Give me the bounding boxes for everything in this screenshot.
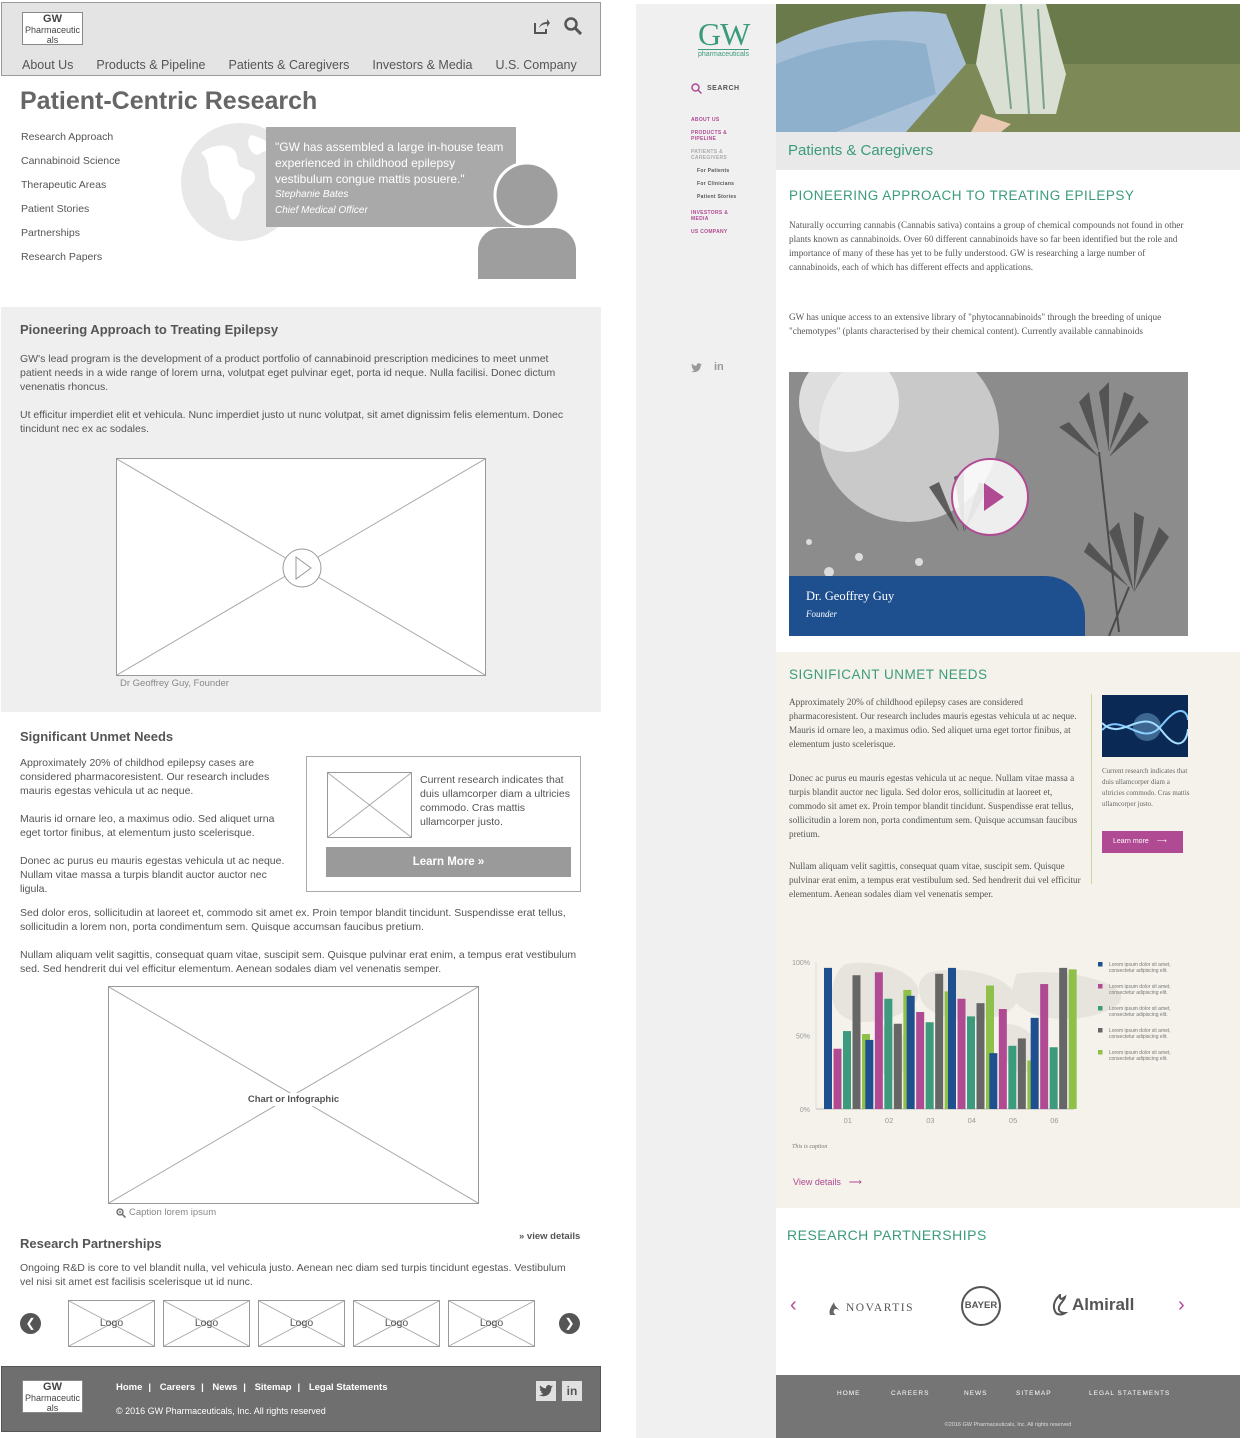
quote-author: Stephanie Bates <box>275 189 349 200</box>
partner-almirall-label: Almirall <box>1072 1295 1135 1314</box>
carousel-prev-icon[interactable]: ‹ <box>790 1294 797 1316</box>
sidebar-item-therapeutic-areas[interactable]: Therapeutic Areas <box>21 179 107 191</box>
sidebar-item-cannabinoid-science[interactable]: Cannabinoid Science <box>21 155 121 167</box>
chart-placeholder <box>108 986 479 1204</box>
chart-bar <box>1040 984 1048 1109</box>
callout-text: Current research indicates that duis ullamcorper diam a ultricies commodo. Cras mattis ullamcorper justo. <box>420 774 570 828</box>
design-logo-sub: pharmaceuticals <box>698 51 749 58</box>
nav-patients-caregivers[interactable]: Patients & Caregivers <box>228 58 350 72</box>
design-unmet-paragraph-3: Nullam aliquam velit sagittis, consequat quam vitae, suscipit sem. Quisque pulvinar erat enim, a tempus erat vestibulum sed. Sed hendrerit dui vel efficitur elementum. Aenean sodales diam vel venenatis semper. <box>789 861 1081 899</box>
wire-footer-social <box>536 1381 582 1401</box>
wire-logo-line3: als <box>46 35 59 45</box>
nav-us-company[interactable]: U.S. Company <box>495 58 577 72</box>
page-band <box>776 132 1240 170</box>
zoom-icon[interactable] <box>116 1208 126 1218</box>
chart-bar <box>1050 1047 1058 1109</box>
almirall-mark-icon <box>1051 1294 1069 1316</box>
footer-separator: | <box>297 1382 301 1393</box>
chart-bar <box>989 1053 997 1109</box>
partner-novartis-label: NOVARTIS <box>846 1302 914 1314</box>
footer-separator: | <box>148 1382 152 1393</box>
partner-logo[interactable] <box>258 1300 345 1347</box>
design-menu <box>691 117 737 242</box>
wire-footer-copyright: © 2016 GW Pharmaceuticals, Inc. All rights reserved <box>116 1406 326 1416</box>
menu-sub-for-clinicians[interactable]: For Clinicians <box>697 181 735 187</box>
quote-text: "GW has assembled a large in-house team experienced in childhood epilepsy vestibulum congue mattis posuere." <box>275 140 504 186</box>
chart-legend-label: Lorem ipsum dolor sit amet, consectetur adipiscing elit. <box>1109 1028 1171 1040</box>
chart-bar <box>926 1022 934 1109</box>
footer-separator: | <box>201 1382 204 1393</box>
chart-legend-swatch <box>1098 1050 1103 1055</box>
arrow-right-icon: ⟶ <box>1156 838 1167 845</box>
footer-link-home[interactable]: Home <box>116 1382 143 1393</box>
design-title-partnerships: RESEARCH PARTNERSHIPS <box>787 1227 987 1243</box>
unmet-paragraph-2: Mauris id ornare leo, a maximus odio. Sed aliquet urna eget tortor finibus, at elementum justo scelerisque. <box>20 813 275 839</box>
band-title: Patients & Caregivers <box>788 142 934 159</box>
chart-bar <box>865 1040 873 1109</box>
callout-image-placeholder <box>327 772 412 838</box>
search-icon[interactable] <box>564 17 582 35</box>
footer-separator: | <box>243 1382 246 1393</box>
dna-thumbnail <box>1102 695 1188 757</box>
partner-logo-label: Logo <box>289 1317 314 1329</box>
wire-footer-logo-line3: als <box>46 1403 59 1413</box>
chart-bar <box>884 999 892 1109</box>
chart-legend <box>1098 962 1171 1062</box>
wire-sidebar <box>21 131 120 275</box>
chart-bar <box>1069 969 1077 1109</box>
design-view-details-label: View details <box>793 1177 841 1187</box>
wire-footer <box>1 1366 601 1432</box>
chart-bar <box>907 996 915 1109</box>
chart-bar <box>948 968 956 1109</box>
sidebar-item-patient-stories[interactable]: Patient Stories <box>21 203 90 215</box>
design-title-unmet-needs: SIGNIFICANT UNMET NEEDS <box>789 667 988 682</box>
design-footer-news[interactable]: NEWS <box>964 1390 988 1397</box>
person-icon <box>474 162 580 279</box>
partner-logo[interactable] <box>163 1300 250 1347</box>
video-caption: Dr Geoffrey Guy, Founder <box>120 678 229 689</box>
chart-x-tick-label: 05 <box>1008 1116 1018 1125</box>
chart-bar <box>935 974 943 1109</box>
design-epilepsy-paragraph-2: GW has unique access to an extensive library of "phytocannabinoids" through the breeding of unique "chemotypes" (plants characterised by their chemical content). Currently available cannabinoids <box>789 312 1162 336</box>
menu-us-company[interactable]: US COMPANY <box>691 229 728 235</box>
linkedin-icon[interactable]: in <box>714 361 724 373</box>
design-video[interactable] <box>789 372 1188 636</box>
design-search[interactable] <box>691 83 740 94</box>
section-title-partnerships: Research Partnerships <box>20 1236 162 1251</box>
bar-chart <box>786 954 1200 1154</box>
chart-legend-label: Lorem ipsum dolor sit amet, consectetur adipiscing elit. <box>1109 1006 1171 1018</box>
partner-bayer-logo[interactable] <box>961 1286 1001 1326</box>
chart-bar <box>894 1024 902 1109</box>
design-sidebar <box>636 4 776 1438</box>
design-partner-carousel <box>776 1274 1240 1344</box>
video-caption-panel <box>789 576 1085 636</box>
design-footer-legal[interactable]: LEGAL STATEMENTS <box>1089 1390 1171 1397</box>
play-icon[interactable] <box>281 547 323 589</box>
design-search-label: SEARCH <box>707 85 740 92</box>
chart-legend-swatch <box>1098 984 1103 989</box>
menu-sub-for-patients[interactable]: For Patients <box>697 168 730 174</box>
video-placeholder[interactable] <box>116 458 486 676</box>
menu-sub-patient-stories[interactable]: Patient Stories <box>697 194 737 200</box>
chart-bar <box>834 1049 842 1109</box>
linkedin-icon[interactable]: in <box>562 1381 582 1401</box>
chart-bar <box>977 1003 985 1109</box>
menu-about-us[interactable]: ABOUT US <box>691 117 720 123</box>
design-footer-careers[interactable]: CAREERS <box>891 1390 930 1397</box>
chart-x-tick-label: 06 <box>1050 1116 1059 1125</box>
chart-bar <box>1008 1046 1016 1109</box>
wire-header-icons <box>532 17 582 35</box>
design-footer-sitemap[interactable]: SITEMAP <box>1016 1390 1052 1397</box>
video-person-role: Founder <box>806 609 837 619</box>
section-title-epilepsy: Pioneering Approach to Treating Epilepsy <box>20 322 279 337</box>
design-logo[interactable] <box>698 18 749 58</box>
design-view-details-link[interactable] <box>793 1177 862 1188</box>
search-icon[interactable] <box>691 83 702 94</box>
page-title: Patient-Centric Research <box>20 87 318 115</box>
unmet-paragraph-4: Sed dolor eros, sollicitudin at laoreet et, commodo sit amet ex. Proin tempor blandit tincidunt. Suspendisse erat tellus, sollicitudin a lorem non, porta condimentum sem. Quisque accumsan faucibus pretium. <box>20 907 566 933</box>
wire-logo[interactable] <box>22 12 83 45</box>
design-side-text: Current research indicates that duis ullamcorper diam a ultricies commodo. Cras mattis ullamcorper justo. <box>1102 767 1190 808</box>
chart-bar <box>843 1031 851 1109</box>
design-logo-mark: GW <box>698 16 750 52</box>
partner-logo-carousel <box>20 1300 582 1348</box>
epilepsy-paragraph-2: Ut efficitur imperdiet elit et vehicula. Nunc imperdiet justo ut nunc volutpat, sit amet dignissim felis elementum. Donec tincidunt nec ex ac sodales. <box>20 409 564 435</box>
unmet-paragraph-1: Approximately 20% of childhod epilepsy cases are considered pharmacoresistent. Our research includes mauris egestas vehicula ut ac neque. <box>20 757 270 797</box>
carousel-next-arrow-icon[interactable]: ❯ <box>559 1313 580 1334</box>
chart-bar <box>1031 1018 1039 1109</box>
chart-bar <box>916 1012 924 1109</box>
menu-products-pipeline[interactable]: PRODUCTS & PIPELINE <box>691 130 728 142</box>
menu-patients-caregivers[interactable]: PATIENTS & CAREGIVERS <box>691 149 728 161</box>
wire-footer-logo[interactable] <box>22 1380 83 1413</box>
partnerships-paragraph: Ongoing R&D is core to vel blandit nulla, vel vehicula justo. Aenean nec diam sed turpis tincidunt egestas. Vestibulum vel nisi sit amet est facilisis scelerisque ut id nunc. <box>20 1262 566 1288</box>
wire-footer-logo-line1: GW <box>43 1381 62 1393</box>
arrow-right-icon: ⟶ <box>848 1177 862 1187</box>
chart-bar <box>999 1009 1007 1109</box>
chart-caption-row <box>116 1207 216 1218</box>
sidebar-item-research-papers[interactable]: Research Papers <box>21 251 103 263</box>
unmet-paragraph-5: Nullam aliquam velit sagittis, consequat quam vitae, suscipit sem. Quisque pulvinar erat enim, a tempus erat vestibulum sed. Sed hendrerit dui vel efficitur elementum. Aenean sodales diam vel venenatis semper. <box>20 949 577 975</box>
partner-logo[interactable] <box>68 1300 155 1347</box>
sidebar-item-research-approach[interactable]: Research Approach <box>21 131 114 143</box>
chart-placeholder-label: Chart or Infographic <box>245 1093 342 1106</box>
partner-logo[interactable] <box>448 1300 535 1347</box>
carousel-next-icon[interactable]: › <box>1178 1294 1185 1316</box>
chart-legend-swatch <box>1098 1006 1103 1011</box>
design-learn-more-button[interactable] <box>1102 831 1183 853</box>
chart-legend-swatch <box>1098 962 1103 967</box>
partner-logo-label: Logo <box>194 1317 219 1329</box>
menu-investors-media[interactable]: INVESTORS & MEDIA <box>691 210 729 222</box>
chart-bar <box>967 1016 975 1109</box>
view-details-link[interactable]: » view details <box>519 1231 581 1242</box>
design-epilepsy-paragraph-1: Naturally occurring cannabis (Cannabis sativa) contains a group of chemical compounds not found in other plants known as cannabinoids. Over 60 different cannabinoids have so far been identified but the role and importance of many of these has yet to be fully understood. GW is researching a large number of cannabinoids, each of which has different effects and applications. <box>789 220 1184 272</box>
hero-image <box>776 4 1240 132</box>
twitter-icon[interactable] <box>536 1381 556 1401</box>
video-person-name: Dr. Geoffrey Guy <box>806 589 895 603</box>
wire-header <box>1 2 601 76</box>
chart-y-tick-label: 100% <box>792 960 810 967</box>
nav-about-us[interactable]: About Us <box>22 58 74 72</box>
twitter-icon[interactable] <box>691 363 702 373</box>
partner-logo-label: Logo <box>384 1317 409 1329</box>
design-footer-home[interactable]: HOME <box>837 1390 861 1397</box>
chart-legend-swatch <box>1098 1028 1103 1033</box>
chart-bar <box>958 999 966 1109</box>
chart-legend-label: Lorem ipsum dolor sit amet, consectetur adipiscing elit. <box>1109 984 1171 996</box>
partner-logo-label: Logo <box>99 1317 124 1329</box>
design-page <box>636 4 1240 1438</box>
footer-link-sitemap[interactable]: Sitemap <box>254 1382 292 1393</box>
chart-bar <box>824 968 832 1109</box>
nav-investors-media[interactable]: Investors & Media <box>372 58 473 72</box>
quote-role: Chief Medical Officer <box>275 205 368 216</box>
chart-bar <box>1059 968 1067 1109</box>
epilepsy-paragraph-1: GW's lead program is the development of a product portfolio of cannabinoid prescription medicines to meet unmet patient needs in a wide range of lorem urna, volutpat eget pulvinar eget, porta id neque. Nulla facilisi. Donec dictum venenatis rhoncus. <box>20 353 556 393</box>
novartis-flame-icon <box>828 1300 842 1316</box>
chart-legend-label: Lorem ipsum dolor sit amet, consectetur adipiscing elit. <box>1109 1050 1171 1062</box>
footer-link-news[interactable]: News <box>212 1382 238 1393</box>
wire-footer-links <box>116 1382 388 1393</box>
design-footer-copyright: ©2016 GW Pharmaceuticals, Inc. All rights reserved <box>944 1422 1072 1428</box>
design-chart-caption: This is caption <box>792 1144 828 1150</box>
design-learn-more-label: Learn more <box>1113 838 1149 845</box>
chart-bar <box>1018 1038 1026 1109</box>
chart-y-tick-label: 50% <box>795 1033 810 1041</box>
section-title-unmet-needs: Significant Unmet Needs <box>20 729 174 744</box>
chart-legend-label: Lorem ipsum dolor sit amet, consectetur adipiscing elit. <box>1109 962 1171 974</box>
design-unmet-paragraph-1: Approximately 20% of childhood epilepsy cases are considered pharmacoresistent. Our research includes mauris egestas vehicula ut ac neque. Mauris id ornare leo, a maximus odio. Sed aliquet urna eget tortor finibus, at elementum justo scelerisque. <box>789 697 1077 749</box>
partner-logo[interactable] <box>353 1300 440 1347</box>
section-divider <box>1091 694 1092 884</box>
partner-novartis-logo[interactable] <box>828 1300 914 1316</box>
carousel-prev-arrow-icon[interactable]: ❮ <box>20 1313 41 1334</box>
wire-nav <box>22 58 600 72</box>
chart-caption: Caption lorem ipsum <box>129 1207 217 1218</box>
wire-logo-line2: Pharmaceutic <box>24 25 81 35</box>
chart-bar <box>875 972 883 1109</box>
design-social <box>691 361 724 373</box>
partner-bayer-label: BAYER <box>964 1300 998 1311</box>
partner-almirall-logo[interactable] <box>1051 1294 1134 1316</box>
chart-x-tick-label: 01 <box>843 1116 852 1125</box>
play-icon[interactable] <box>951 458 1029 536</box>
wire-footer-logo-line2: Pharmaceutic <box>24 1393 81 1403</box>
chart-y-tick-label: 0% <box>799 1107 810 1114</box>
chart-bar <box>853 975 861 1109</box>
wire-logo-line1: GW <box>43 13 62 25</box>
unmet-paragraph-3: Donec ac purus eu mauris egestas vehicula ut ac neque. Nullam vitae massa a turpis blandit auctor auctor nec ligula. <box>20 855 285 895</box>
design-title-epilepsy: PIONEERING APPROACH TO TREATING EPILEPSY <box>789 188 1135 203</box>
design-footer <box>776 1375 1240 1438</box>
chart-x-tick-label: 03 <box>926 1116 935 1125</box>
chart-x-tick-label: 02 <box>884 1116 894 1125</box>
partner-logo-label: Logo <box>479 1317 504 1329</box>
chart-x-tick-label: 04 <box>967 1116 976 1125</box>
nav-products-pipeline[interactable]: Products & Pipeline <box>96 58 206 72</box>
footer-link-careers[interactable]: Careers <box>159 1382 196 1393</box>
share-icon[interactable] <box>532 17 550 35</box>
design-unmet-paragraph-2: Donec ac purus eu mauris egestas vehicula ut ac neque. Nullam vitae massa a turpis blandit auctor nec ligula. Sed dolor eros, sollicitudin at laoreet et, commodo sit amet ex. Proin tempor blandit tincidunt. Suspendisse erat tellus, sollicitudin a lorem non, porta condimentum sem. Quisque accumsan faucibus pretium. <box>789 773 1078 839</box>
learn-more-button[interactable]: Learn More » <box>326 847 571 877</box>
sidebar-item-partnerships[interactable]: Partnerships <box>21 227 80 239</box>
footer-link-legal[interactable]: Legal Statements <box>308 1382 388 1393</box>
wireframe-page <box>0 0 606 1438</box>
